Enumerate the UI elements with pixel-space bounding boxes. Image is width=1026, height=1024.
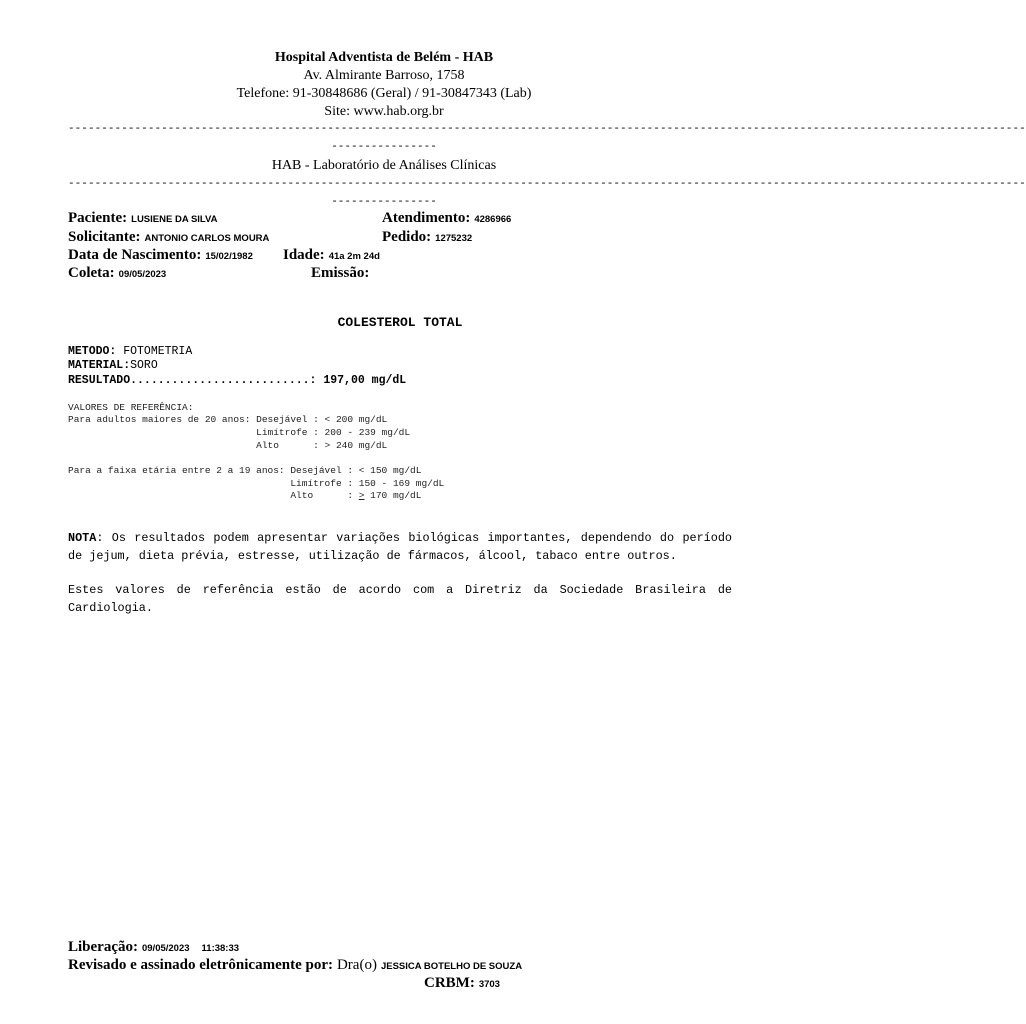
note-label: NOTA	[68, 531, 97, 545]
solicitante-label: Solicitante:	[68, 229, 141, 245]
atendimento-value: 4286966	[474, 214, 512, 225]
paciente-label: Paciente:	[68, 210, 128, 226]
nascimento-row	[68, 246, 253, 264]
hospital-address: Av. Almirante Barroso, 1758	[303, 68, 465, 83]
idade-row	[283, 246, 380, 264]
hospital-name: Hospital Adventista de Belém - HAB	[274, 50, 494, 65]
emissao-label: Emissão:	[311, 265, 370, 281]
material-row	[68, 359, 158, 373]
nascimento-value: 15/02/1982	[205, 251, 253, 262]
reference-adults-2: Limítrofe : 200 - 239 mg/dL	[68, 427, 411, 438]
pedido-value: 1275232	[435, 233, 473, 244]
solicitante-row	[68, 228, 269, 246]
reference-young-3-suffix: 170 mg/dL	[364, 490, 422, 501]
reference-young-2: Limítrofe : 150 - 169 mg/dL	[68, 478, 445, 489]
coleta-label: Coleta:	[68, 265, 115, 281]
coleta-row	[68, 264, 166, 282]
hospital-phone: Telefone: 91-30848686 (Geral) / 91-30847343 (Lab)	[236, 86, 532, 101]
separator-1-tail: ----------------	[331, 141, 437, 153]
idade-label: Idade:	[283, 247, 325, 263]
paciente-value: LUSIENE DA SILVA	[131, 214, 218, 225]
pedido-row	[382, 228, 472, 246]
material-label: MATERIAL:	[68, 359, 131, 372]
emissao-row	[311, 264, 369, 282]
hospital-site: Site: www.hab.org.br	[324, 104, 444, 119]
atendimento-label: Atendimento:	[382, 210, 471, 226]
resultado-value: 197,00 mg/dL	[316, 374, 407, 387]
reference-young-3-prefix: Alto :	[68, 490, 359, 501]
reference-heading: VALORES DE REFERÊNCIA:	[68, 402, 194, 413]
reference-young-1: Para a faixa etária entre 2 a 19 anos: Desejável : < 150 mg/dL	[68, 465, 422, 476]
coleta-value: 09/05/2023	[118, 269, 167, 280]
dra-prefix: Dra(o)	[336, 957, 377, 973]
crbm-value: 3703	[478, 979, 500, 990]
note-paragraph	[68, 530, 732, 565]
metodo-row	[68, 345, 192, 359]
reference-adults-1: Para adultos maiores de 20 anos: Desejável : < 200 mg/dL	[68, 414, 388, 425]
separator-2: ------------------------------------------------------------------------------------------------------------------------------------------------	[68, 178, 1026, 190]
liberacao-row	[68, 938, 239, 956]
liberacao-date: 09/05/2023	[141, 943, 190, 954]
lab-name: HAB - Laboratório de Análises Clínicas	[271, 158, 497, 173]
note-text: : Os resultados podem apresentar variações biológicas importantes, dependendo do período de jejum, dieta prévia, estresse, utilização de fármacos, álcool, tabaco entre outros.	[68, 531, 732, 563]
signer-name: JESSICA BOTELHO DE SOUZA	[380, 961, 523, 972]
atendimento-row	[382, 209, 511, 227]
liberacao-time: 11:38:33	[201, 943, 240, 954]
separator-1: ------------------------------------------------------------------------------------------------------------------------------------------------	[68, 123, 1026, 135]
liberacao-label: Liberação:	[68, 939, 138, 955]
nascimento-label: Data de Nascimento:	[68, 247, 202, 263]
pedido-label: Pedido:	[382, 229, 432, 245]
reference-young-3	[68, 490, 421, 503]
crbm-row	[424, 974, 500, 992]
metodo-label: METODO:	[68, 345, 117, 358]
reference-young-3-sign: >	[358, 490, 365, 501]
exam-title: COLESTEROL TOTAL	[337, 315, 463, 330]
resultado-row	[68, 374, 406, 388]
revisado-label: Revisado e assinado eletrônicamente por:	[68, 957, 333, 973]
revisado-row	[68, 956, 522, 974]
resultado-label: RESULTADO..........................:	[68, 374, 317, 387]
crbm-label: CRBM:	[424, 975, 475, 991]
material-value: SORO	[130, 359, 158, 372]
note-paragraph-2: Estes valores de referência estão de acordo com a Diretriz da Sociedade Brasileira de Cardiologia.	[68, 583, 732, 615]
patient-row	[68, 209, 218, 227]
idade-value: 41a 2m 24d	[328, 251, 380, 262]
reference-adults-3: Alto : > 240 mg/dL	[68, 440, 388, 451]
metodo-value: FOTOMETRIA	[116, 345, 193, 358]
solicitante-value: ANTONIO CARLOS MOURA	[144, 233, 270, 244]
separator-2-tail: ----------------	[331, 196, 437, 208]
